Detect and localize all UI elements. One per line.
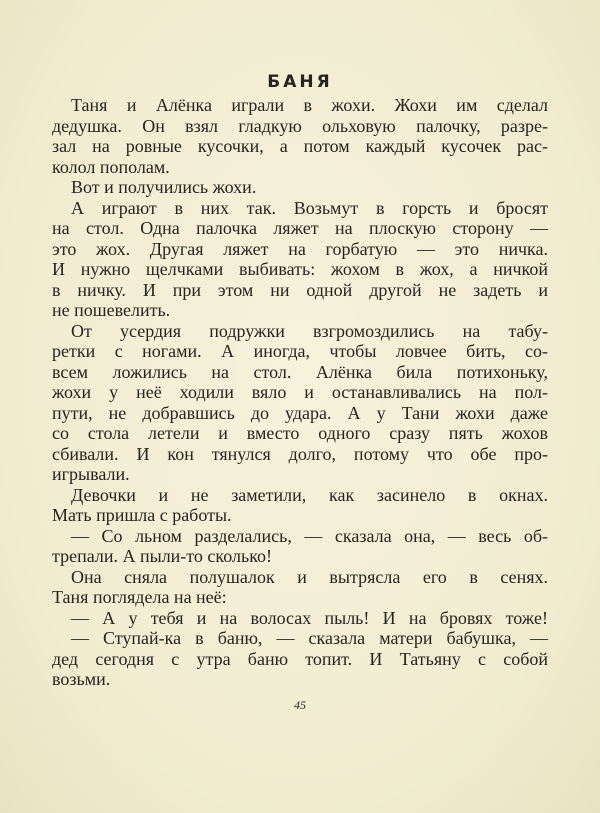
text-line: колол пополам. bbox=[52, 156, 170, 177]
text-line: И нужно щелчками выбивать: жохом в жох, а ничкой bbox=[52, 259, 548, 279]
paragraph bbox=[52, 608, 548, 629]
text-line: жохи у неё ходили вяло и останавливались на пол- bbox=[52, 382, 548, 402]
text-line: — Ступай-ка в баню, — сказала матери бабушка, — bbox=[71, 628, 548, 648]
paragraph bbox=[52, 485, 548, 526]
text-line: со стола летели и вместо одного сразу пять жохов bbox=[52, 423, 548, 443]
text-line: это жох. Другая ляжет на горбатую — это ничка. bbox=[52, 238, 548, 259]
text-line: — А у тебя и на волосах пыль! И на бровях тоже! bbox=[71, 607, 548, 628]
paragraph bbox=[52, 198, 548, 321]
text-line: Девочки и не заметили, как засинело в окнах. bbox=[71, 484, 548, 505]
text-line: А играют в них так. Возьмут в горсть и бросят bbox=[71, 197, 548, 218]
text-line: возьми. bbox=[52, 669, 111, 689]
text-line: дедушка. Он взял гладкую ольховую палочку, разре- bbox=[52, 115, 548, 136]
page-number: 45 bbox=[294, 698, 306, 712]
text-line: От усердия подружки взгромоздились на табу- bbox=[71, 320, 548, 341]
text-line: пути, не добравшись до удара. А у Тани жохи даже bbox=[52, 402, 548, 423]
body-text bbox=[52, 95, 548, 690]
paragraph bbox=[52, 628, 548, 690]
text-line: Таня и Алёнка играли в жохи. Жохи им сделал bbox=[71, 95, 548, 115]
text-line: ретки с ногами. А иногда, чтобы ловчее бить, со- bbox=[52, 341, 548, 361]
text-line: на стол. Одна палочка ляжет на плоскую сторону — bbox=[52, 218, 548, 238]
paragraph bbox=[52, 177, 548, 198]
text-line: Мать пришла с работы. bbox=[52, 505, 232, 525]
text-line: не пошевелить. bbox=[52, 300, 171, 320]
paragraph bbox=[52, 321, 548, 485]
text-line: сбивали. И кон тянулся долго, потому что обе про- bbox=[52, 443, 548, 464]
text-line: Вот и получились жохи. bbox=[71, 177, 257, 197]
text-line: в ничку. И при этом ни одной другой не задеть и bbox=[52, 279, 548, 300]
text-line: Она сняла полушалок и вытрясла его в сенях. bbox=[71, 566, 548, 587]
paragraph bbox=[52, 567, 548, 608]
text-line: всем ложились на стол. Алёнка била потихоньку, bbox=[52, 361, 548, 382]
text-line: Таня поглядела на неё: bbox=[52, 587, 227, 607]
chapter-title: БАНЯ bbox=[267, 72, 333, 92]
text-line: игрывали. bbox=[52, 464, 130, 484]
text-line: трепали. А пыли-то сколько! bbox=[52, 546, 273, 566]
text-line: — Со льном разделались, — сказала она, — весь об- bbox=[71, 525, 548, 546]
text-line: дед сегодня с утра баню топит. И Татьяну с собой bbox=[52, 648, 548, 669]
paragraph bbox=[52, 526, 548, 567]
text-line: зал на ровные кусочки, а потом каждый кусочек рас- bbox=[52, 136, 548, 156]
paragraph bbox=[52, 95, 548, 177]
